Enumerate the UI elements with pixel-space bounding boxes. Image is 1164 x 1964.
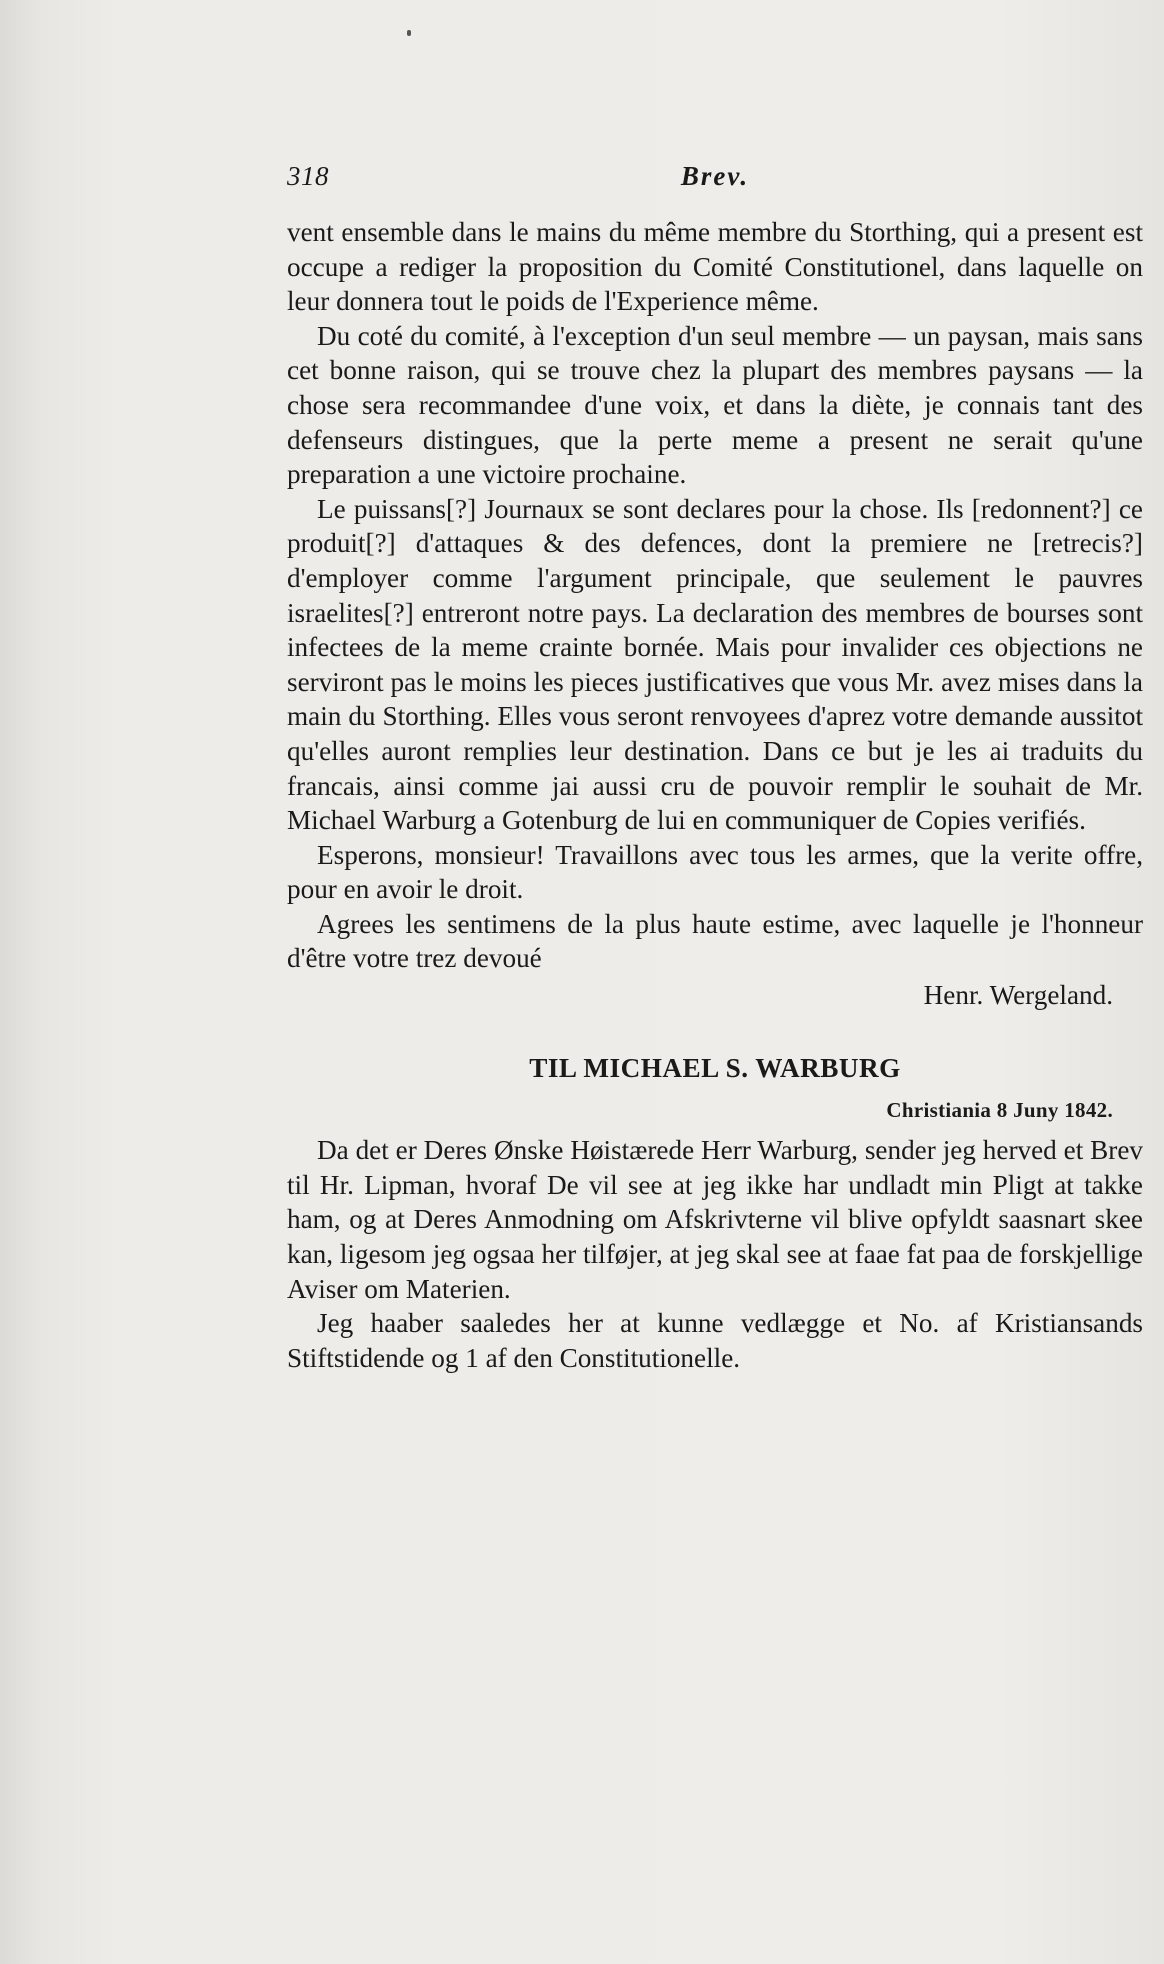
letter-paragraph: vent ensemble dans le mains du même membre du Storthing, qui a present est occupe a rediger la proposition du Comité Constitutionel, dans laquelle on leur donnera tout le poids de l'Experience même. xyxy=(287,217,1143,317)
letter-paragraph: Agrees les sentimens de la plus haute estime, avec laquelle je l'honneur d'être votre trez devoué xyxy=(287,908,1143,974)
letter-paragraph: Esperons, monsieur! Travaillons avec tous les armes, que la verite offre, pour en avoir le droit. xyxy=(287,839,1143,905)
letter-paragraph: Du coté du comité, à l'exception d'un seul membre — un paysan, mais sans cet bonne raison, qui se trouve chez la plupart des membres paysans — la chose sera recommandee d'une voix, et dans la diète, je connais tant des defenseurs distingues, que la perte meme a present ne serait qu'une preparation a une victoire prochaine. xyxy=(287,320,1143,490)
ink-speck xyxy=(407,30,411,36)
letter-paragraph: Jeg haaber saaledes her at kunne vedlægge et No. af Kristiansands Stiftstidende og 1 af den Constitutionelle. xyxy=(287,1308,1143,1373)
page-number: 318 xyxy=(287,161,329,191)
text-block xyxy=(287,155,1143,1375)
letter-to-warburg-continued xyxy=(287,215,1143,1013)
running-head xyxy=(287,155,1143,207)
letter-paragraph: Da det er Deres Ønske Høistærede Herr Warburg, sender jeg herved et Brev til Hr. Lipman, hvoraf De vil see at jeg ikke har undladt min Pligt at takke ham, og at Deres Anmodning om Afskrivterne vil blive opfyldt saasnart skee kan, ligesom jeg ogsaa her tilføjer, at jeg skal see at faae fat paa de forskjellige Aviser om Materien. xyxy=(287,1135,1143,1304)
signature: Henr. Wergeland. xyxy=(923,980,1113,1011)
letter-date: Christiania 8 Juny 1842. xyxy=(886,1098,1113,1123)
letter-paragraph: Le puissans[?] Journaux se sont declares pour la chose. Ils [redonnent?] ce produit[?] d'attaques & des defences, dont la premiere ne [retrecis?] d'employer comme l'argument principale, que seulement le pauvres israelites[?] entreront notre pays. La declaration des membres de bourses sont infectees de la meme crainte bornée. Mais pour invalider ces objections ne serviront pas le moins les pieces justificatives que vous Mr. avez mises dans la main du Storthing. Elles vous seront renvoyees d'aprez votre demande aussitot qu'elles auront remplies leur destination. Dans ce but je les ai traduits du francais, ainsi comme jai aussi cru de pouvoir remplir le souhait de Mr. Michael Warburg a Gotenburg de lui en communiquer de Copies verifiés. xyxy=(287,493,1143,836)
running-title: Brev. xyxy=(680,161,750,191)
letter-heading: TIL MICHAEL S. WARBURG xyxy=(529,1052,901,1083)
letter-til-michael-warburg xyxy=(287,1051,1143,1376)
